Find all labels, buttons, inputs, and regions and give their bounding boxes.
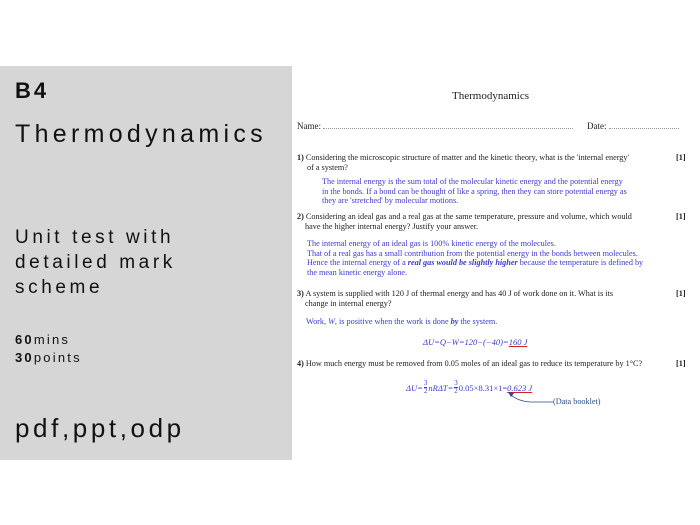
points-number: 30 xyxy=(15,350,34,365)
eq-text: ΔU= xyxy=(406,382,423,393)
a-text: because the temperature is defined by xyxy=(517,258,644,268)
eq-text: ΔU=Q−W=120−(−40)= xyxy=(423,337,509,347)
eq-text: nRΔT= xyxy=(428,382,454,393)
subtitle-line: scheme xyxy=(15,277,104,298)
eq-text: 0.05×8.31×1= xyxy=(458,382,508,393)
a-text: W xyxy=(328,317,335,326)
a-emphasis: by xyxy=(450,317,459,326)
q-num: 4) xyxy=(297,359,304,368)
name-label: Name: xyxy=(297,121,321,131)
a-line: they are 'stretched' by molecular motions. xyxy=(322,196,459,206)
a-text: the system. xyxy=(458,317,498,326)
answer-2 xyxy=(307,239,643,277)
marks: [1] xyxy=(676,359,686,368)
cover-subtitle xyxy=(15,225,176,300)
data-booklet-note: (Data booklet) xyxy=(553,397,601,406)
frac-den: 2 xyxy=(454,387,458,395)
frac-den: 2 xyxy=(423,387,428,395)
subtitle-line: detailed mark xyxy=(15,252,176,273)
date-line xyxy=(609,128,679,129)
frac-num: 3 xyxy=(454,379,458,387)
question-1 xyxy=(297,153,629,172)
duration xyxy=(15,332,70,347)
marks: [1] xyxy=(676,153,686,162)
answer-3 xyxy=(306,317,497,327)
cover-title: Thermodynamics xyxy=(15,120,267,148)
eq-result: 0.623 J xyxy=(507,382,533,393)
q-line: have the higher internal energy? Justify your answer. xyxy=(305,221,479,231)
q-line: change in internal energy? xyxy=(305,298,392,308)
a-text: Hence the internal energy of a xyxy=(307,258,408,268)
eq-result: 160 J xyxy=(508,337,528,347)
q-num: 3) xyxy=(297,289,304,298)
arrow-icon xyxy=(505,390,555,406)
duration-unit: mins xyxy=(33,332,71,347)
q-line: of a system? xyxy=(307,162,348,172)
date-label: Date: xyxy=(587,121,607,131)
name-field xyxy=(297,122,573,132)
q-line: A system is supplied with 120 J of thermal energy and has 40 J of work done on it. What is its xyxy=(305,289,614,298)
points xyxy=(15,350,82,365)
question-3 xyxy=(297,289,613,308)
question-2 xyxy=(297,212,632,231)
a-text: Work, xyxy=(306,317,329,326)
a-text: , is positive when the work is done xyxy=(334,317,451,326)
subtitle-line: Unit test with xyxy=(15,227,175,248)
marks: [1] xyxy=(676,212,686,221)
a-line: in the bonds. If a bond can be thought of like a spring, then they can store potential energy as xyxy=(322,186,627,196)
points-unit: points xyxy=(33,350,82,365)
a-line: That of a real gas has a small contribution from the potential energy in the bonds between molecules. xyxy=(307,248,638,258)
frac-num: 3 xyxy=(423,379,428,387)
q-num: 1) xyxy=(297,153,304,162)
marks: [1] xyxy=(676,289,686,298)
duration-number: 60 xyxy=(15,332,34,347)
a-emphasis: real gas would be slightly higher xyxy=(407,258,518,268)
equation-3 xyxy=(423,337,527,347)
unit-code: B4 xyxy=(15,78,50,103)
name-line xyxy=(323,128,573,129)
question-4 xyxy=(297,359,642,369)
a-line: The internal energy is the sum total of the molecular kinetic energy and the potential energy xyxy=(322,177,623,186)
answer-1 xyxy=(322,177,627,206)
q-line: Considering an ideal gas and a real gas at the same temperature, pressure and volume, which would xyxy=(305,212,632,221)
a-line: the mean kinetic energy alone. xyxy=(307,267,408,277)
doc-title: Thermodynamics xyxy=(452,90,529,102)
q-line: Considering the microscopic structure of matter and the kinetic theory, what is the 'internal energy' xyxy=(305,153,629,162)
q-line: How much energy must be removed from 0.05 moles of an ideal gas to reduce its temperature by 1°C? xyxy=(305,359,643,368)
q-num: 2) xyxy=(297,212,304,221)
formats: pdf,ppt,odp xyxy=(15,413,185,443)
date-field xyxy=(587,122,679,132)
a-line: The internal energy of an ideal gas is 100% kinetic energy of the molecules. xyxy=(307,239,556,248)
